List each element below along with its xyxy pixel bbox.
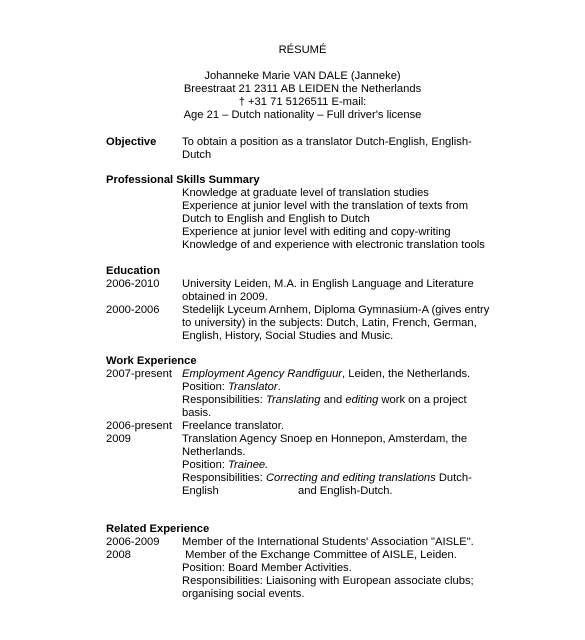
employer-location: , Leiden, the Netherlands. [342,368,471,380]
education-line: Stedelijk Lyceum Arnhem, Diploma Gymnasium-A (gives entry [182,304,490,316]
resp-text: Correcting and editing translations [265,472,436,484]
related-line: Position: Board Member Activities. [182,562,352,574]
work-position-line [182,459,268,472]
resp-translating: Translating [265,394,321,406]
position-label: Position: [182,381,229,393]
skill-line: Knowledge of and experience with electronic translation tools [182,239,485,251]
related-line: Member of the Exchange Committee of AISLE, Leiden. [182,549,457,561]
education-line: obtained in 2009. [182,291,268,303]
position-label: Position: [182,459,229,471]
related-date: 2008 [106,549,131,561]
candidate-contact: † +31 71 5126511 E-mail: [238,96,367,108]
work-resp-cont: English [182,485,219,497]
related-heading: Related Experience [106,523,210,535]
work-date: 2009 [106,433,131,445]
resp-label: Responsibilities: [182,472,266,484]
skill-line: Knowledge at graduate level of translation studies [182,187,429,199]
resp-and: and [320,394,346,406]
work-position-line [182,381,281,394]
resp-rest: work on a project [378,394,467,406]
objective-heading: Objective [106,136,157,148]
related-date: 2006-2009 [106,536,160,548]
position-value: Translator [228,381,278,393]
objective-line: To obtain a position as a translator Dutch-English, English- [182,136,472,148]
related-line: Member of the International Students' Association "AISLE". [182,536,474,548]
work-line: Freelance translator. [182,420,284,432]
candidate-details: Age 21 – Dutch nationality – Full driver's license [183,109,422,121]
work-resp-cont: basis. [182,407,212,419]
skill-line: Experience at junior level with the translation of texts from [182,200,469,212]
resp-editing: editing [345,394,379,406]
education-line: English, History, Social Studies and Music. [182,330,394,342]
work-line: Translation Agency Snoep en Honnepon, Amsterdam, the [182,433,468,445]
skill-line: Dutch to English and English to Dutch [182,213,370,225]
skill-line: Experience at junior level with editing and copy-writing [182,226,451,238]
work-date: 2006-present [106,420,172,432]
work-date: 2007-present [106,368,172,380]
work-line: Netherlands. [182,446,246,458]
resume-title: RÉSUMÉ [278,44,327,56]
education-date: 2000-2006 [106,304,160,316]
work-resp-line [182,394,467,407]
skills-heading: Professional Skills Summary [106,174,260,186]
resp-rest: Dutch- [435,472,472,484]
related-line: Responsibilities: Liaisoning with European associate clubs; [182,575,474,587]
work-heading: Work Experience [106,355,197,367]
work-employer-line [182,368,470,381]
related-line: organising social events. [182,588,305,600]
objective-line: Dutch [182,149,212,161]
education-date: 2006-2010 [106,278,160,290]
employer-name: Employment Agency Randfiguur [182,368,343,380]
position-end: . [277,381,281,393]
position-value: Trainee. [228,459,269,471]
education-heading: Education [106,265,161,277]
education-line: University Leiden, M.A. in English Language and Literature [182,278,474,290]
education-line: to university) in the subjects: Dutch, Latin, French, German, [182,317,477,329]
work-resp-line [182,472,472,485]
candidate-name: Johanneke Marie VAN DALE (Janneke) [204,70,401,82]
work-resp-cont: and English-Dutch. [298,485,393,497]
candidate-address: Breestraat 21 2311 AB LEIDEN the Netherlands [183,83,422,95]
resp-label: Responsibilities: [182,394,266,406]
